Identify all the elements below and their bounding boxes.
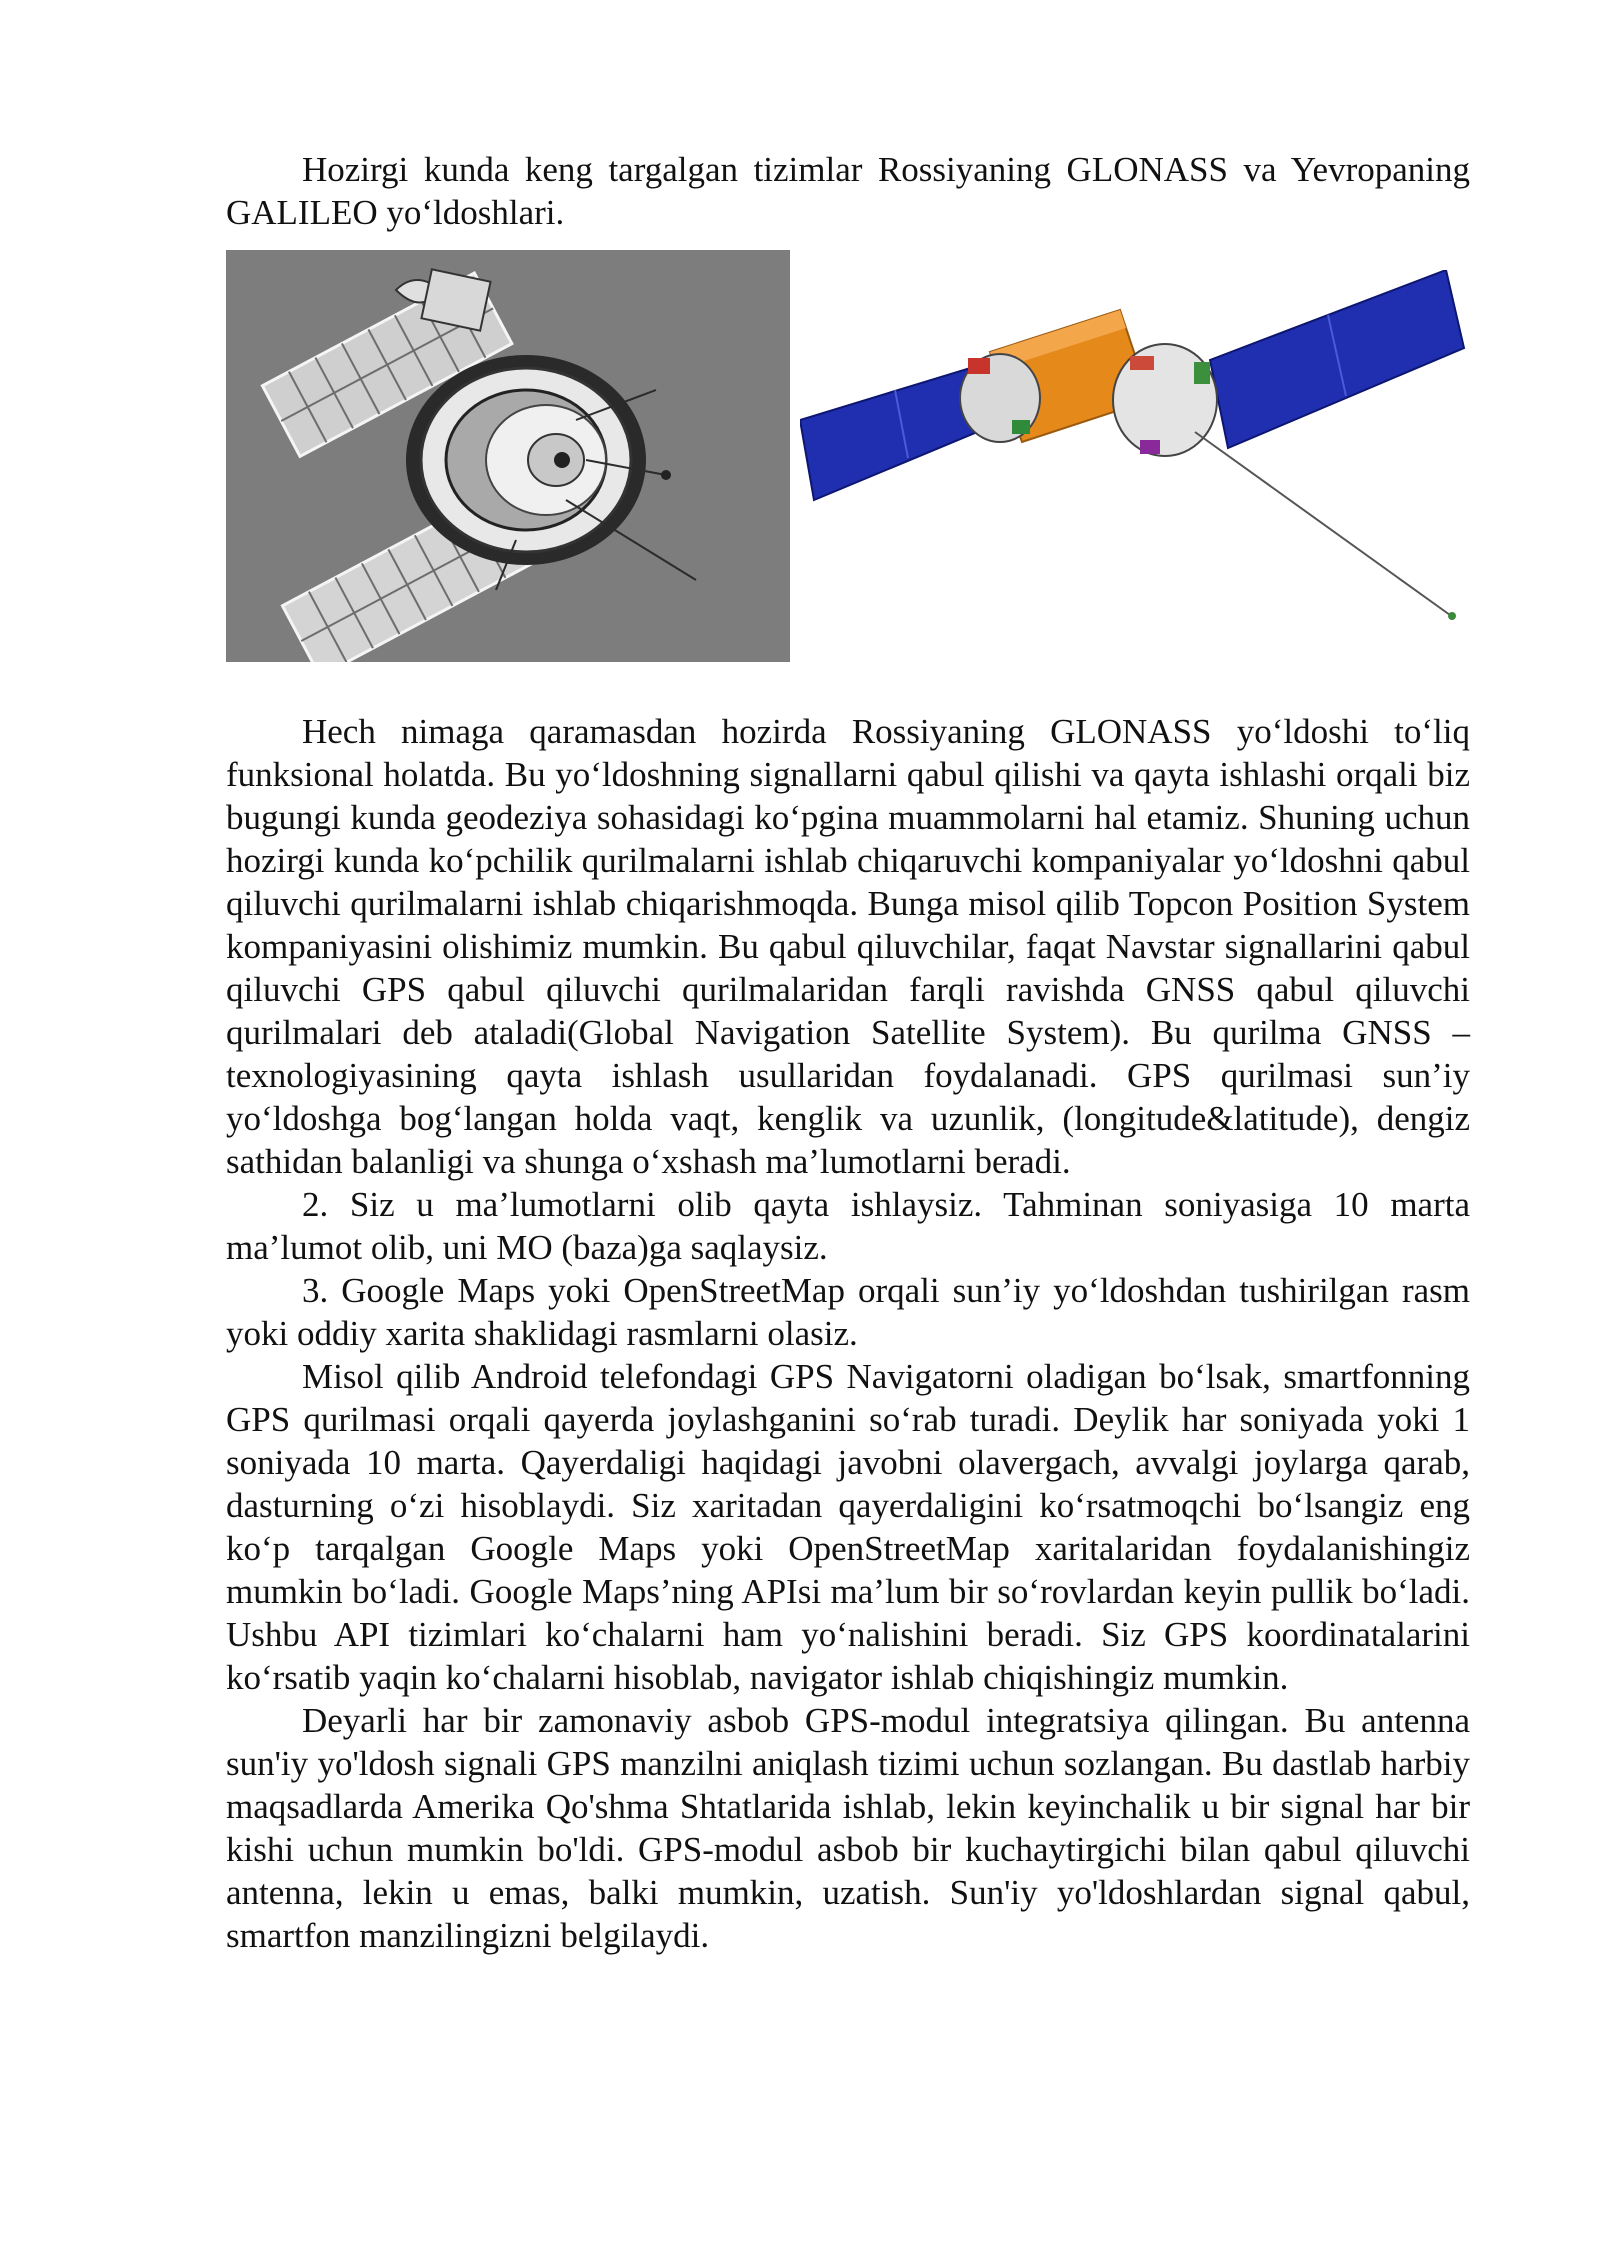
paragraph-gps-module: Deyarli har bir zamonaviy asbob GPS-modul integratsiya qilingan. Bu antenna sun'iy yo'ldosh signali GPS manzilni aniqlash tizimi uchun sozlangan. Bu dastlab harbiy maqsadlarda Amerika Qo'shma Shtatlarida ishlab, lekin keyinchalik u bir signal har bir kishi uchun mumkin bo'ldi. GPS-modul asbob bir kuchaytirgichi bilan qabul qiluvchi antenna, lekin u emas, balki mumkin, uzatish. Sun'iy yo'ldoshlardan signal qabul, smartfon manzilingizni belgilaydi. <box>226 1701 1470 1955</box>
paragraph-android-example: Misol qilib Android telefondagi GPS Navigatorni oladigan bo‘lsak, smartfonning GPS qurilmasi orqali qayerda joylashganini so‘rab turadi. Deylik har soniyada yoki 1 soniyada 10 marta. Qayerdaligi haqidagi javobni olavergach, avvalgi joylarga qarab, dasturning o‘zi hisoblaydi. Siz xaritadan qayerdaligini ko‘rsatmoqchi bo‘lsangiz eng ko‘p tarqalgan Google Maps yoki OpenStreetMap xaritalaridan foydalanishingiz mumkin bo‘ladi. Google Maps’ning APIsi ma’lum bir so‘rovlardan keyin pullik bo‘ladi. Ushbu API tizimlari ko‘chalarni ham yo‘nalishini beradi. Siz GPS koordinatalarini ko‘rsatib yaqin ko‘chalarni hisoblab, navigator ishlab chiqishingiz mumkin. <box>226 1357 1470 1697</box>
paragraph-step-3: 3. Google Maps yoki OpenStreetMap orqali sun’iy yo‘ldoshdan tushirilgan rasm yoki oddiy xarita shaklidagi rasmlarni olasiz. <box>226 1271 1470 1353</box>
paragraph-intro: Hozirgi kunda keng targalgan tizimlar Rossiyaning GLONASS va Yevropaning GALILEO yo‘ldoshlari. <box>226 150 1470 232</box>
paragraph-glonass: Hech nimaga qaramasdan hozirda Rossiyaning GLONASS yo‘ldoshi to‘liq funksional holatda. Bu yo‘ldoshning signallarni qabul qilishi va qayta ishlashi orqali biz bugungi kunda geodeziya sohasidagi ko‘pgina muammolarni hal etamiz. Shuning uchun hozirgi kunda ko‘pchilik qurilmalarni ishlab chiqaruvchi kompaniyalar yo‘ldoshni qabul qiluvchi qurilmalarni ishlab chiqarishmoqda. Bunga misol qilib Topcon Position System kompaniyasini olishimiz mumkin. Bu qabul qiluvchilar, faqat Navstar signallarini qabul qiluvchi GPS qabul qiluvchi qurilmalaridan farqli ravishda GNSS qabul qiluvchi qurilmalari deb ataladi(Global Navigation Satellite System). Bu qurilma GNSS – texnologiyasining qayta ishlash usullaridan foydalanadi. GPS qurilmasi sun’iy yo‘ldoshga bog‘langan holda vaqt, kenglik va uzunlik, (longitude&latitude), dengiz sathidan balanligi va shunga o‘xshash ma’lumotlarni beradi. <box>226 712 1470 1181</box>
satellite-figures <box>226 250 1470 690</box>
glonass-satellite-image <box>226 250 790 662</box>
paragraph-step-2: 2. Siz u ma’lumotlarni olib qayta ishlaysiz. Tahminan soniyasiga 10 marta ma’lumot olib, uni MO (baza)ga saqlaysiz. <box>226 1185 1470 1267</box>
document-page <box>226 148 1470 1957</box>
galileo-satellite-image <box>800 270 1470 670</box>
